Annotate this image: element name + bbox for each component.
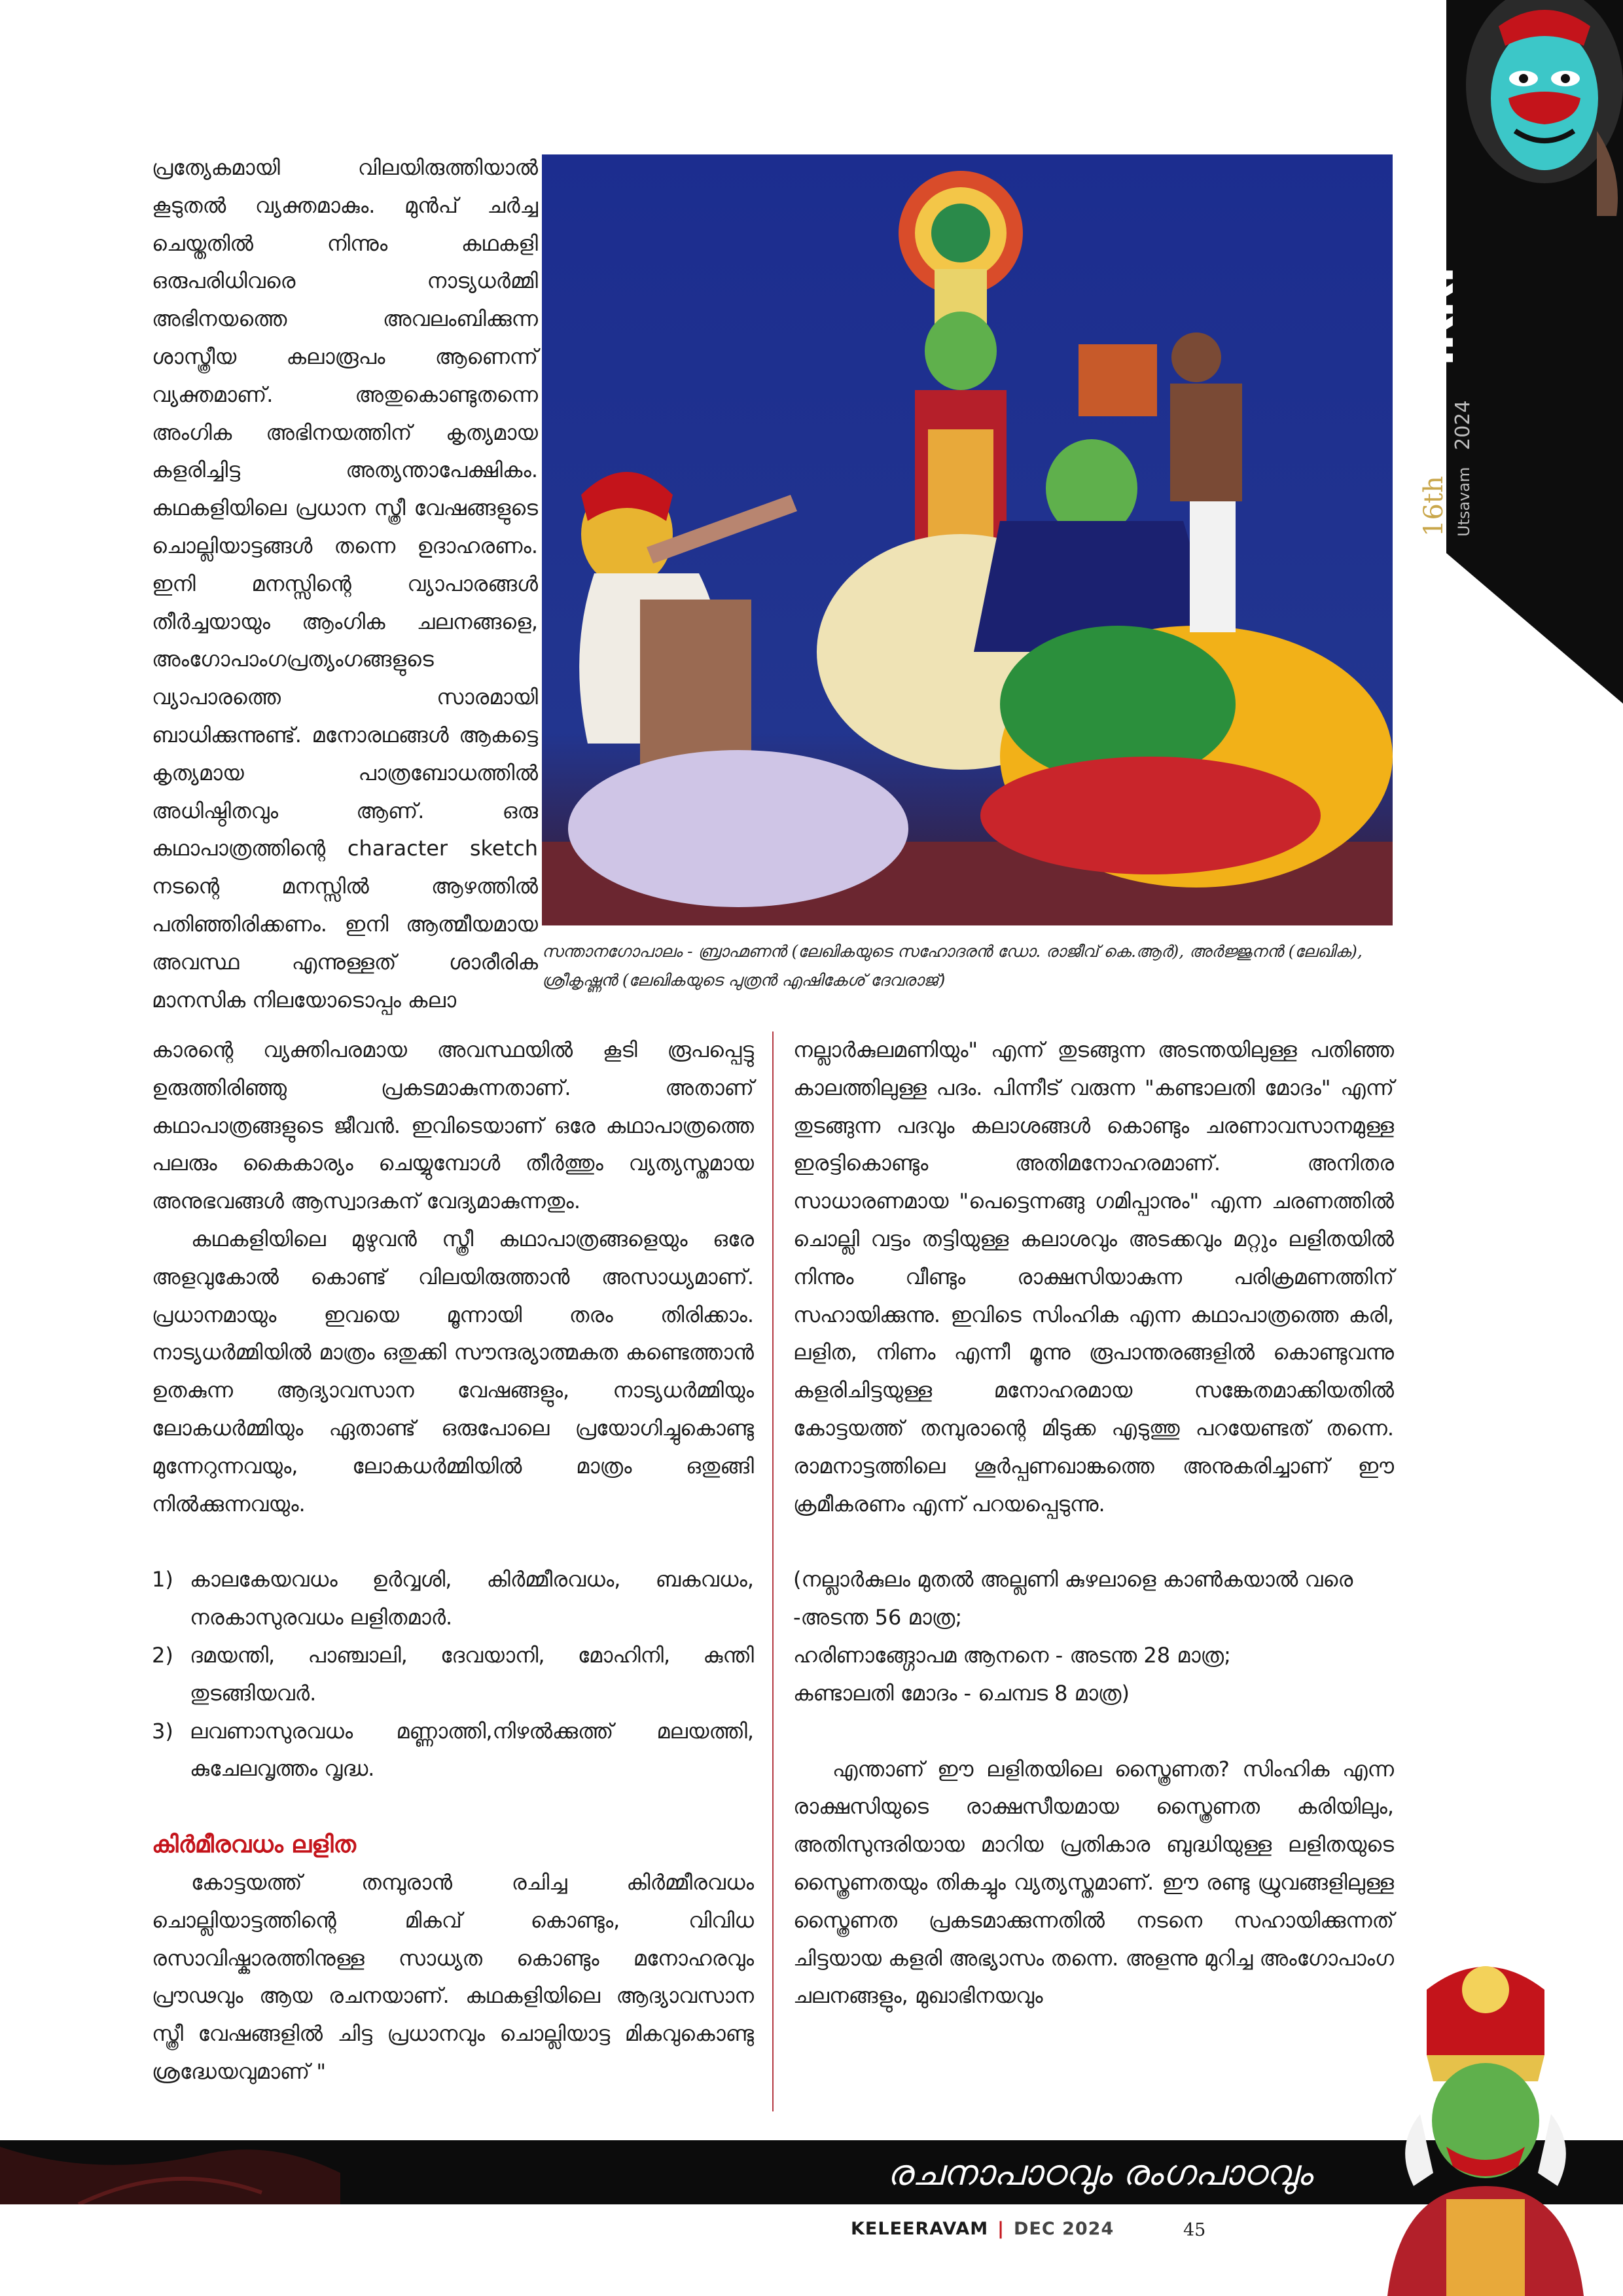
issue-date: DEC 2024 [1014,2219,1115,2239]
page-number: 45 [1183,2220,1206,2240]
logo-edition [1419,476,1449,537]
note-line: (നല്ലാർകുലം മുതൽ അല്ലണി കുഴലാളെ കാൺകയാൽ വരെ [793,1567,1353,1592]
publication-info [851,2219,1114,2239]
photo-caption: സന്താനഗോപാലം - ബ്രാഹ്മണൻ (ലേഖികയുടെ സഹോദരൻ ഡോ. രാജീവ് കെ.ആർ), അർജ്ജുനൻ (ലേഖിക), ശ്രീകൃഷ്ണൻ (ലേഖികയുടെ പുത്രൻ എഷികേശ് ദേവരാജ്) [542,942,1363,990]
column-divider [772,1031,774,2111]
ribbon-graphic [1446,0,1623,704]
dancer-graphic [1348,1950,1623,2296]
publication-name: KELEERAVAM [851,2219,989,2239]
paragraph: പ്രത്യേകമായി വിലയിരുത്തിയാൽ കൂടുതൽ വ്യക്തമാകും. മുൻപ് ചർച്ച ചെയ്തതിൽ നിന്നും കഥകളി ഒരുപരിധിവരെ നാട്യധർമ്മി അഭിനയത്തെ അവലംബിക്കുന്ന ശാസ്ത്രീയ കലാരൂപം ആണെന്ന് വ്യക്തമാണ്. അതുകൊണ്ടുതന്നെ അംഗിക അഭിനയത്തിന് കൃത്യമായ കളരിച്ചിട്ട അത്യന്താപേക്ഷികം. കഥകളിയിലെ പ്രധാന സ്ത്രീ വേഷങ്ങളുടെ ചൊല്ലിയാട്ടങ്ങൾ തന്നെ ഉദാഹരണം. ഇനി മനസ്സിന്റെ വ്യാപാരങ്ങൾ തീർച്ചയായും ആംഗിക ചലനങ്ങളെ, അംഗോപാംഗപ്രത്യംഗങ്ങളുടെ വ്യാപാരത്തെ സാരമായി ബാധിക്കുന്നുണ്ട്. മനോരഥങ്ങൾ ആകട്ടെ കൃത്യമായ പാത്രബോധത്തിൽ അധിഷ്ഠിതവും ആണ്. ഒരു കഥാപാത്രത്തിന്റെ character sketch നടന്റെ മനസ്സിൽ ആഴത്തിൽ പതിഞ്ഞിരിക്കണം. ഇനി ആത്മീയമായ അവസ്ഥ എന്നുള്ളത് ശാരീരിക മാനസിക നിലയോടൊപ്പം കലാ [152,155,538,1013]
article-column-left-bottom [152,1031,754,2091]
paragraph: കാരന്റെ വ്യക്തിപരമായ അവസ്ഥയിൽ കൂടി രൂപപ്പെട്ടു ഉരുത്തിരിഞ്ഞു പ്രകടമാകുന്നതാണ്. അതാണ് കഥാപാത്രങ്ങളുടെ ജീവൻ. ഇവിടെയാണ് ഒരേ കഥാപാത്രത്തെ പലരും കൈകാര്യം ചെയ്യുമ്പോൾ തീർത്തും വ്യത്യസ്തമായ അനുഭവങ്ങൾ ആസ്വാദകന് വേദ്യമാകുന്നതും. [152,1037,754,1214]
list-item: 3) ലവണാസുരവധം മണ്ണാത്തി,നിഴൽക്കുത്ത് മലയത്തി, കുചേലവൃത്തം വൃദ്ധ. [152,1718,754,1782]
logo-year: 2024 [1452,400,1474,450]
section-heading: കിർമീരവധം ലളിത [152,1831,356,1859]
note-line: -അടന്ത 56 മാത്ര; [793,1605,963,1630]
paragraph: കോട്ടയത്ത് തമ്പുരാൻ രചിച്ച കിർമ്മീരവധം ചൊല്ലിയാട്ടത്തിന്റെ മികവ് കൊണ്ടും, വിവിധ രസാവിഷ്കാരത്തിനുള്ള സാധ്യത കൊണ്ടും മനോഹരവും പ്രൗഢവും ആയ രചനയാണ്. കഥകളിയിലെ ആദ്യാവസാന സ്ത്രീ വേഷങ്ങളിൽ ചിട്ട പ്രധാനവും ചൊല്ലിയാട്ട മികവുകൊണ്ടു ശ്രദ്ധേയവുമാണ് " [152,1869,754,2084]
note-line: കണ്ടാലതി മോദം - ചെമ്പട 8 മാത്ര) [793,1680,1130,1706]
paragraph: കഥകളിയിലെ മുഴുവൻ സ്ത്രീ കഥാപാത്രങ്ങളെയും ഒരേ അളവുകോൽ കൊണ്ട് വിലയിരുത്താൻ അസാധ്യമാണ്. പ്രധാനമായും ഇവയെ മൂന്നായി തരം തിരിക്കാം. നാട്യധർമ്മിയിൽ മാത്രം ഒതുക്കി സൗന്ദര്യാത്മകത കണ്ടെത്താൻ ഉതകുന്ന ആദ്യാവസാന വേഷങ്ങളും, നാട്യധർമ്മിയും ലോകധർമ്മിയും ഏതാണ്ട് ഒരുപോലെ പ്രയോഗിച്ചുകൊണ്ടു മുന്നേറുന്നവയും, ലോകധർമ്മിയിൽ മാത്രം ഒതുങ്ങി നിൽക്കുന്നവയും. [152,1226,754,1516]
article-column-right [793,1031,1394,2015]
paragraph: എന്താണ് ഈ ലളിതയിലെ സ്ത്രൈണത? സിംഹിക എന്ന രാക്ഷസിയുടെ രാക്ഷസീയമായ സ്ത്രൈണത കരിയിലും, അതിസുന്ദരിയായ മാറിയ പ്രതികാര ബുദ്ധിയുള്ള ലളിതയുടെ സ്ത്രൈണതയും തികച്ചും വ്യത്യസ്തമാണ്. ഈ രണ്ടു ധ്രുവങ്ങളിലുള്ള സ്ത്രൈണത പ്രകടമാക്കുന്നതിൽ നടനെ സഹായിക്കുന്നത് ചിട്ടയായ കളരി അഭ്യാസം തന്നെ. അളന്നു മുറിച്ച അംഗോപാംഗ ചലനങ്ങളും, മുഖാഭിനയവും [793,1756,1394,2009]
logo-edition-number: 16th [1419,476,1449,537]
photo-graphic [542,154,1393,925]
festival-ribbon [1446,0,1623,704]
paragraph: നല്ലാർകുലമണിയും" എന്ന് തുടങ്ങുന്ന അടന്തയിലുള്ള പതിഞ്ഞ കാലത്തിലുള്ള പദം. പിന്നീട് വരുന്ന "കണ്ടാലതി മോദം" എന്ന് തുടങ്ങുന്ന പദവും കലാശങ്ങൾ കൊണ്ടും ചരണാവസാനമുള്ള ഇരട്ടികൊണ്ടും അതിമനോഹരമാണ്. അനിതര സാധാരണമായ "പെട്ടെന്നങ്ങു ഗമിപ്പാനും" എന്ന ചരണത്തിൽ ചൊല്ലി വട്ടം തട്ടിയുള്ള കലാശവും അടക്കവും മറ്റും ലളിതയിൽ നിന്നും വീണ്ടും രാക്ഷസിയാകുന്ന പരിക്രമണത്തിന് സഹായിക്കുന്നു. ഇവിടെ സിംഹിക എന്ന കഥാപാത്രത്തെ കരി, ലളിത, നിണം എന്നീ മൂന്നു രൂപാന്തരങ്ങളിൽ കൊണ്ടുവന്നു കളരിചിട്ടയുള്ള മനോഹരമായ സങ്കേതമാക്കിയതിൽ കോട്ടയത്ത് തമ്പുരാന്റെ മിടുക്ക എടുത്തു പറയേണ്ടത് തന്നെ. രാമനാട്ടത്തിലെ ശൂർപ്പണഖാങ്കത്തെ അനുകരിച്ചാണ് ഈ ക്രമീകരണം എന്ന് പറയപ്പെടുന്നു. [793,1037,1394,1516]
series-title: രചനാപാഠവും രംഗപാഠവും [887,2152,1312,2193]
dancer-illustration [1348,1950,1623,2296]
character-list [152,1561,754,1788]
logo-festival [1452,401,1474,537]
ikkf-logo [1397,236,1467,367]
kathakali-photo [542,154,1393,925]
tala-note [793,1561,1394,1712]
list-item: 2) ദമയന്തി, പാഞ്ചാലി, ദേവയാനി, മോഹിനി, കുന്തി തുടങ്ങിയവർ. [152,1642,754,1706]
note-line: ഹരിണാങ്ങ്ഗോപമ ആനനെ - അടന്ത 28 മാത്ര; [793,1642,1231,1668]
logo-festival-name: Utsavam [1455,467,1473,537]
list-item: 1) കാലകേയവധം ഉർവ്വശി, കിർമ്മീരവധം, ബകവധം, നരകാസുരവധം ലളിതമാർ. [152,1567,754,1630]
logo-text: ikkf [1397,266,1467,367]
separator: | [997,2219,1005,2239]
article-column-left-top [152,149,538,1019]
